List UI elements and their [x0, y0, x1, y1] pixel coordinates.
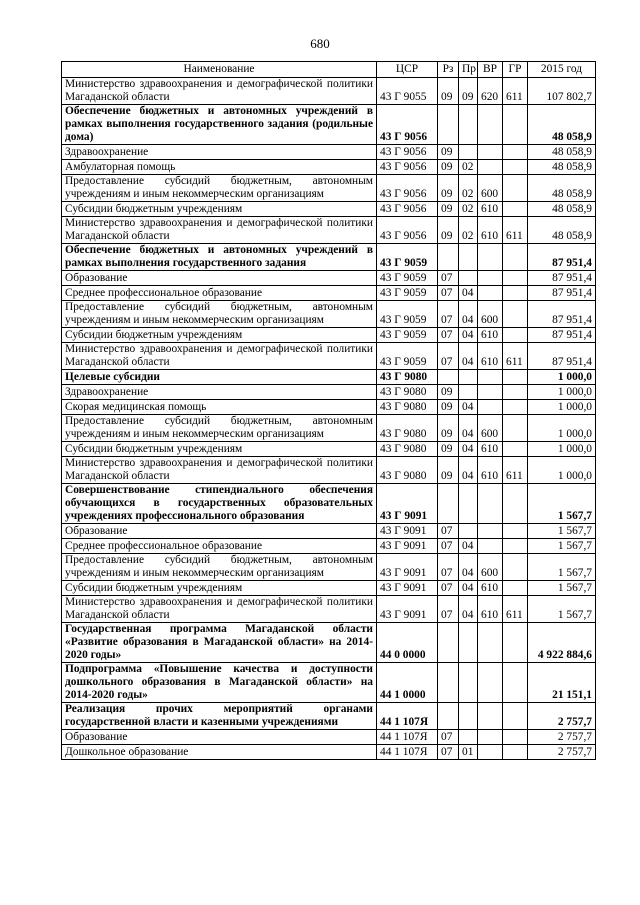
- cell-name: Министерство здравоохранения и демографической политики Магаданской области: [62, 457, 377, 484]
- cell-pr: 02: [459, 160, 478, 175]
- cell-vr: [478, 271, 503, 286]
- cell-name: Образование: [62, 730, 377, 745]
- table-row: [62, 301, 596, 328]
- cell-vr: 610: [478, 217, 503, 244]
- cell-rz: 09: [438, 457, 459, 484]
- table-row: [62, 217, 596, 244]
- cell-amount: 1 000,0: [528, 442, 596, 457]
- cell-gr: [503, 442, 528, 457]
- cell-vr: 600: [478, 175, 503, 202]
- header-csr: ЦСР: [377, 62, 438, 78]
- cell-vr: [478, 145, 503, 160]
- table-row: [62, 328, 596, 343]
- cell-amount: 87 951,4: [528, 343, 596, 370]
- table-row: [62, 554, 596, 581]
- cell-name: Предоставление субсидий бюджетным, автономным учреждениям и иным некоммерческим организациям: [62, 554, 377, 581]
- cell-amount: 48 058,9: [528, 105, 596, 145]
- cell-vr: [478, 244, 503, 271]
- cell-rz: 07: [438, 328, 459, 343]
- cell-csr: 43 Г 9080: [377, 400, 438, 415]
- cell-amount: 87 951,4: [528, 244, 596, 271]
- cell-amount: 48 058,9: [528, 145, 596, 160]
- cell-name: Государственная программа Магаданской области «Развитие образования в Магаданской области» на 2014-2020 годы»: [62, 623, 377, 663]
- cell-rz: 07: [438, 745, 459, 760]
- cell-csr: 43 Г 9056: [377, 175, 438, 202]
- cell-gr: [503, 663, 528, 703]
- table-row: [62, 442, 596, 457]
- cell-amount: 4 922 884,6: [528, 623, 596, 663]
- cell-rz: 07: [438, 554, 459, 581]
- cell-name: Среднее профессиональное образование: [62, 539, 377, 554]
- table-row: [62, 160, 596, 175]
- cell-amount: 1 000,0: [528, 370, 596, 385]
- table-row: [62, 145, 596, 160]
- cell-amount: 1 000,0: [528, 385, 596, 400]
- cell-vr: 600: [478, 301, 503, 328]
- cell-csr: 43 Г 9091: [377, 524, 438, 539]
- cell-vr: [478, 286, 503, 301]
- table-row: [62, 105, 596, 145]
- table-row: [62, 623, 596, 663]
- table-row: [62, 202, 596, 217]
- cell-csr: 43 Г 9091: [377, 539, 438, 554]
- header-vr: ВР: [478, 62, 503, 78]
- cell-vr: [478, 400, 503, 415]
- cell-amount: 1 000,0: [528, 415, 596, 442]
- cell-gr: [503, 415, 528, 442]
- cell-pr: 04: [459, 539, 478, 554]
- cell-rz: 07: [438, 286, 459, 301]
- cell-amount: 48 058,9: [528, 217, 596, 244]
- cell-gr: 611: [503, 78, 528, 105]
- cell-name: Предоставление субсидий бюджетным, автономным учреждениям и иным некоммерческим организациям: [62, 175, 377, 202]
- cell-pr: 04: [459, 286, 478, 301]
- cell-amount: 2 757,7: [528, 745, 596, 760]
- cell-rz: 07: [438, 524, 459, 539]
- table-row: [62, 400, 596, 415]
- cell-name: Скорая медицинская помощь: [62, 400, 377, 415]
- cell-rz: 07: [438, 271, 459, 286]
- cell-csr: 43 Г 9091: [377, 596, 438, 623]
- table-row: [62, 745, 596, 760]
- table-row: [62, 484, 596, 524]
- cell-gr: [503, 703, 528, 730]
- cell-pr: 09: [459, 78, 478, 105]
- cell-pr: [459, 730, 478, 745]
- cell-pr: 02: [459, 217, 478, 244]
- cell-csr: 43 Г 9080: [377, 457, 438, 484]
- cell-gr: [503, 370, 528, 385]
- cell-gr: [503, 160, 528, 175]
- cell-csr: 43 Г 9091: [377, 581, 438, 596]
- table-row: [62, 175, 596, 202]
- cell-vr: [478, 160, 503, 175]
- cell-gr: [503, 539, 528, 554]
- page-number: 680: [310, 36, 330, 51]
- cell-csr: 43 Г 9091: [377, 484, 438, 524]
- table-header-row: [62, 62, 596, 78]
- table-body: [62, 78, 596, 760]
- header-name: Наименование: [62, 62, 377, 78]
- cell-name: Министерство здравоохранения и демографической политики Магаданской области: [62, 343, 377, 370]
- cell-name: Здравоохранение: [62, 385, 377, 400]
- cell-pr: 04: [459, 343, 478, 370]
- cell-vr: [478, 484, 503, 524]
- cell-pr: 04: [459, 581, 478, 596]
- cell-name: Субсидии бюджетным учреждениям: [62, 328, 377, 343]
- cell-rz: [438, 370, 459, 385]
- cell-pr: [459, 145, 478, 160]
- table-row: [62, 78, 596, 105]
- cell-pr: [459, 370, 478, 385]
- cell-gr: [503, 202, 528, 217]
- cell-csr: 43 Г 9059: [377, 343, 438, 370]
- cell-gr: [503, 286, 528, 301]
- cell-rz: [438, 244, 459, 271]
- cell-vr: [478, 623, 503, 663]
- cell-csr: 43 Г 9059: [377, 271, 438, 286]
- cell-gr: [503, 581, 528, 596]
- cell-name: Субсидии бюджетным учреждениям: [62, 202, 377, 217]
- cell-pr: 04: [459, 328, 478, 343]
- cell-csr: 43 Г 9091: [377, 554, 438, 581]
- cell-csr: 43 Г 9059: [377, 301, 438, 328]
- cell-name: Образование: [62, 524, 377, 539]
- table-row: [62, 663, 596, 703]
- cell-csr: 44 1 107Я: [377, 730, 438, 745]
- cell-amount: 87 951,4: [528, 286, 596, 301]
- header-pr: Пр: [459, 62, 478, 78]
- cell-rz: 07: [438, 343, 459, 370]
- cell-pr: 04: [459, 554, 478, 581]
- cell-vr: [478, 730, 503, 745]
- cell-gr: [503, 175, 528, 202]
- cell-pr: [459, 623, 478, 663]
- cell-name: Амбулаторная помощь: [62, 160, 377, 175]
- cell-pr: [459, 524, 478, 539]
- cell-csr: 43 Г 9055: [377, 78, 438, 105]
- cell-name: Реализация прочих мероприятий органами государственной власти и казенными учреждениями: [62, 703, 377, 730]
- cell-name: Среднее профессиональное образование: [62, 286, 377, 301]
- cell-csr: 44 1 107Я: [377, 703, 438, 730]
- table-row: [62, 730, 596, 745]
- cell-vr: [478, 105, 503, 145]
- cell-gr: [503, 745, 528, 760]
- header-year: 2015 год: [528, 62, 596, 78]
- cell-name: Совершенствование стипендиального обеспечения обучающихся в государственных образовательных учреждениях профессионального образования: [62, 484, 377, 524]
- cell-gr: [503, 623, 528, 663]
- table-row: [62, 457, 596, 484]
- cell-amount: 1 567,7: [528, 484, 596, 524]
- cell-pr: 04: [459, 400, 478, 415]
- cell-rz: 09: [438, 145, 459, 160]
- cell-vr: 610: [478, 328, 503, 343]
- cell-gr: [503, 484, 528, 524]
- cell-csr: 44 1 107Я: [377, 745, 438, 760]
- cell-rz: 09: [438, 78, 459, 105]
- cell-rz: 07: [438, 301, 459, 328]
- header-gr: ГР: [503, 62, 528, 78]
- cell-pr: [459, 105, 478, 145]
- cell-name: Субсидии бюджетным учреждениям: [62, 581, 377, 596]
- cell-csr: 43 Г 9056: [377, 105, 438, 145]
- cell-amount: 1 567,7: [528, 524, 596, 539]
- header-rz: Рз: [438, 62, 459, 78]
- cell-pr: [459, 663, 478, 703]
- cell-vr: 600: [478, 415, 503, 442]
- cell-rz: [438, 105, 459, 145]
- cell-vr: 620: [478, 78, 503, 105]
- cell-amount: 48 058,9: [528, 175, 596, 202]
- cell-amount: 87 951,4: [528, 328, 596, 343]
- cell-csr: 43 Г 9056: [377, 160, 438, 175]
- cell-csr: 43 Г 9080: [377, 370, 438, 385]
- cell-amount: 2 757,7: [528, 730, 596, 745]
- cell-name: Здравоохранение: [62, 145, 377, 160]
- cell-csr: 44 0 0000: [377, 623, 438, 663]
- cell-rz: 09: [438, 202, 459, 217]
- cell-name: Министерство здравоохранения и демографической политики Магаданской области: [62, 78, 377, 105]
- cell-amount: 1 567,7: [528, 539, 596, 554]
- cell-pr: 04: [459, 442, 478, 457]
- cell-name: Целевые субсидии: [62, 370, 377, 385]
- cell-name: Подпрограмма «Повышение качества и доступности дошкольного образования в Магаданской области» на 2014-2020 годы»: [62, 663, 377, 703]
- cell-amount: 1 000,0: [528, 400, 596, 415]
- cell-amount: 2 757,7: [528, 703, 596, 730]
- cell-pr: [459, 484, 478, 524]
- cell-gr: [503, 554, 528, 581]
- cell-vr: [478, 524, 503, 539]
- cell-amount: 1 567,7: [528, 554, 596, 581]
- cell-gr: 611: [503, 217, 528, 244]
- table-row: [62, 703, 596, 730]
- cell-vr: [478, 539, 503, 554]
- table-row: [62, 385, 596, 400]
- cell-csr: 43 Г 9059: [377, 286, 438, 301]
- cell-vr: [478, 745, 503, 760]
- cell-pr: 04: [459, 596, 478, 623]
- table-row: [62, 524, 596, 539]
- cell-csr: 43 Г 9080: [377, 415, 438, 442]
- cell-amount: 48 058,9: [528, 160, 596, 175]
- cell-rz: 09: [438, 415, 459, 442]
- table-row: [62, 539, 596, 554]
- cell-amount: 107 802,7: [528, 78, 596, 105]
- cell-pr: 02: [459, 202, 478, 217]
- cell-csr: 43 Г 9059: [377, 244, 438, 271]
- cell-rz: [438, 703, 459, 730]
- table-row: [62, 581, 596, 596]
- cell-vr: 610: [478, 596, 503, 623]
- cell-csr: 44 1 0000: [377, 663, 438, 703]
- cell-vr: 610: [478, 457, 503, 484]
- cell-vr: [478, 703, 503, 730]
- table-row: [62, 596, 596, 623]
- cell-rz: 07: [438, 581, 459, 596]
- cell-gr: [503, 730, 528, 745]
- cell-rz: 07: [438, 539, 459, 554]
- table-row: [62, 343, 596, 370]
- cell-gr: 611: [503, 596, 528, 623]
- cell-csr: 43 Г 9056: [377, 202, 438, 217]
- cell-pr: 04: [459, 415, 478, 442]
- cell-pr: 02: [459, 175, 478, 202]
- cell-rz: 09: [438, 385, 459, 400]
- cell-gr: [503, 244, 528, 271]
- cell-pr: [459, 244, 478, 271]
- cell-gr: [503, 328, 528, 343]
- cell-name: Предоставление субсидий бюджетным, автономным учреждениям и иным некоммерческим организациям: [62, 301, 377, 328]
- cell-rz: 09: [438, 160, 459, 175]
- cell-vr: 610: [478, 202, 503, 217]
- cell-pr: 04: [459, 457, 478, 484]
- cell-vr: 610: [478, 581, 503, 596]
- cell-pr: 01: [459, 745, 478, 760]
- cell-csr: 43 Г 9056: [377, 145, 438, 160]
- cell-csr: 43 Г 9080: [377, 442, 438, 457]
- cell-gr: [503, 524, 528, 539]
- cell-rz: [438, 663, 459, 703]
- table-row: [62, 286, 596, 301]
- cell-pr: 04: [459, 301, 478, 328]
- cell-rz: 07: [438, 596, 459, 623]
- cell-vr: 610: [478, 343, 503, 370]
- cell-vr: [478, 370, 503, 385]
- cell-rz: 09: [438, 442, 459, 457]
- cell-csr: 43 Г 9059: [377, 328, 438, 343]
- cell-vr: 610: [478, 442, 503, 457]
- cell-amount: 87 951,4: [528, 301, 596, 328]
- cell-amount: 48 058,9: [528, 202, 596, 217]
- cell-csr: 43 Г 9056: [377, 217, 438, 244]
- cell-name: Дошкольное образование: [62, 745, 377, 760]
- cell-name: Субсидии бюджетным учреждениям: [62, 442, 377, 457]
- table-row: [62, 244, 596, 271]
- cell-gr: 611: [503, 343, 528, 370]
- cell-gr: [503, 105, 528, 145]
- cell-vr: [478, 663, 503, 703]
- budget-table: [61, 61, 596, 760]
- cell-amount: 1 567,7: [528, 581, 596, 596]
- cell-name: Обеспечение бюджетных и автономных учреждений в рамках выполнения государственного задания (родильные дома): [62, 105, 377, 145]
- cell-gr: [503, 385, 528, 400]
- cell-pr: [459, 271, 478, 286]
- cell-rz: 09: [438, 175, 459, 202]
- cell-csr: 43 Г 9080: [377, 385, 438, 400]
- cell-gr: 611: [503, 457, 528, 484]
- cell-rz: [438, 623, 459, 663]
- cell-pr: [459, 703, 478, 730]
- cell-gr: [503, 400, 528, 415]
- table-row: [62, 415, 596, 442]
- cell-vr: [478, 385, 503, 400]
- cell-gr: [503, 145, 528, 160]
- cell-name: Предоставление субсидий бюджетным, автономным учреждениям и иным некоммерческим организациям: [62, 415, 377, 442]
- cell-amount: 1 567,7: [528, 596, 596, 623]
- table-row: [62, 370, 596, 385]
- cell-amount: 87 951,4: [528, 271, 596, 286]
- table-row: [62, 271, 596, 286]
- cell-gr: [503, 301, 528, 328]
- cell-rz: 09: [438, 217, 459, 244]
- cell-rz: 09: [438, 400, 459, 415]
- cell-amount: 1 000,0: [528, 457, 596, 484]
- cell-vr: 600: [478, 554, 503, 581]
- cell-name: Образование: [62, 271, 377, 286]
- cell-amount: 21 151,1: [528, 663, 596, 703]
- cell-rz: [438, 484, 459, 524]
- cell-gr: [503, 271, 528, 286]
- cell-name: Обеспечение бюджетных и автономных учреждений в рамках выполнения государственного задания: [62, 244, 377, 271]
- cell-name: Министерство здравоохранения и демографической политики Магаданской области: [62, 596, 377, 623]
- cell-pr: [459, 385, 478, 400]
- cell-rz: 07: [438, 730, 459, 745]
- cell-name: Министерство здравоохранения и демографической политики Магаданской области: [62, 217, 377, 244]
